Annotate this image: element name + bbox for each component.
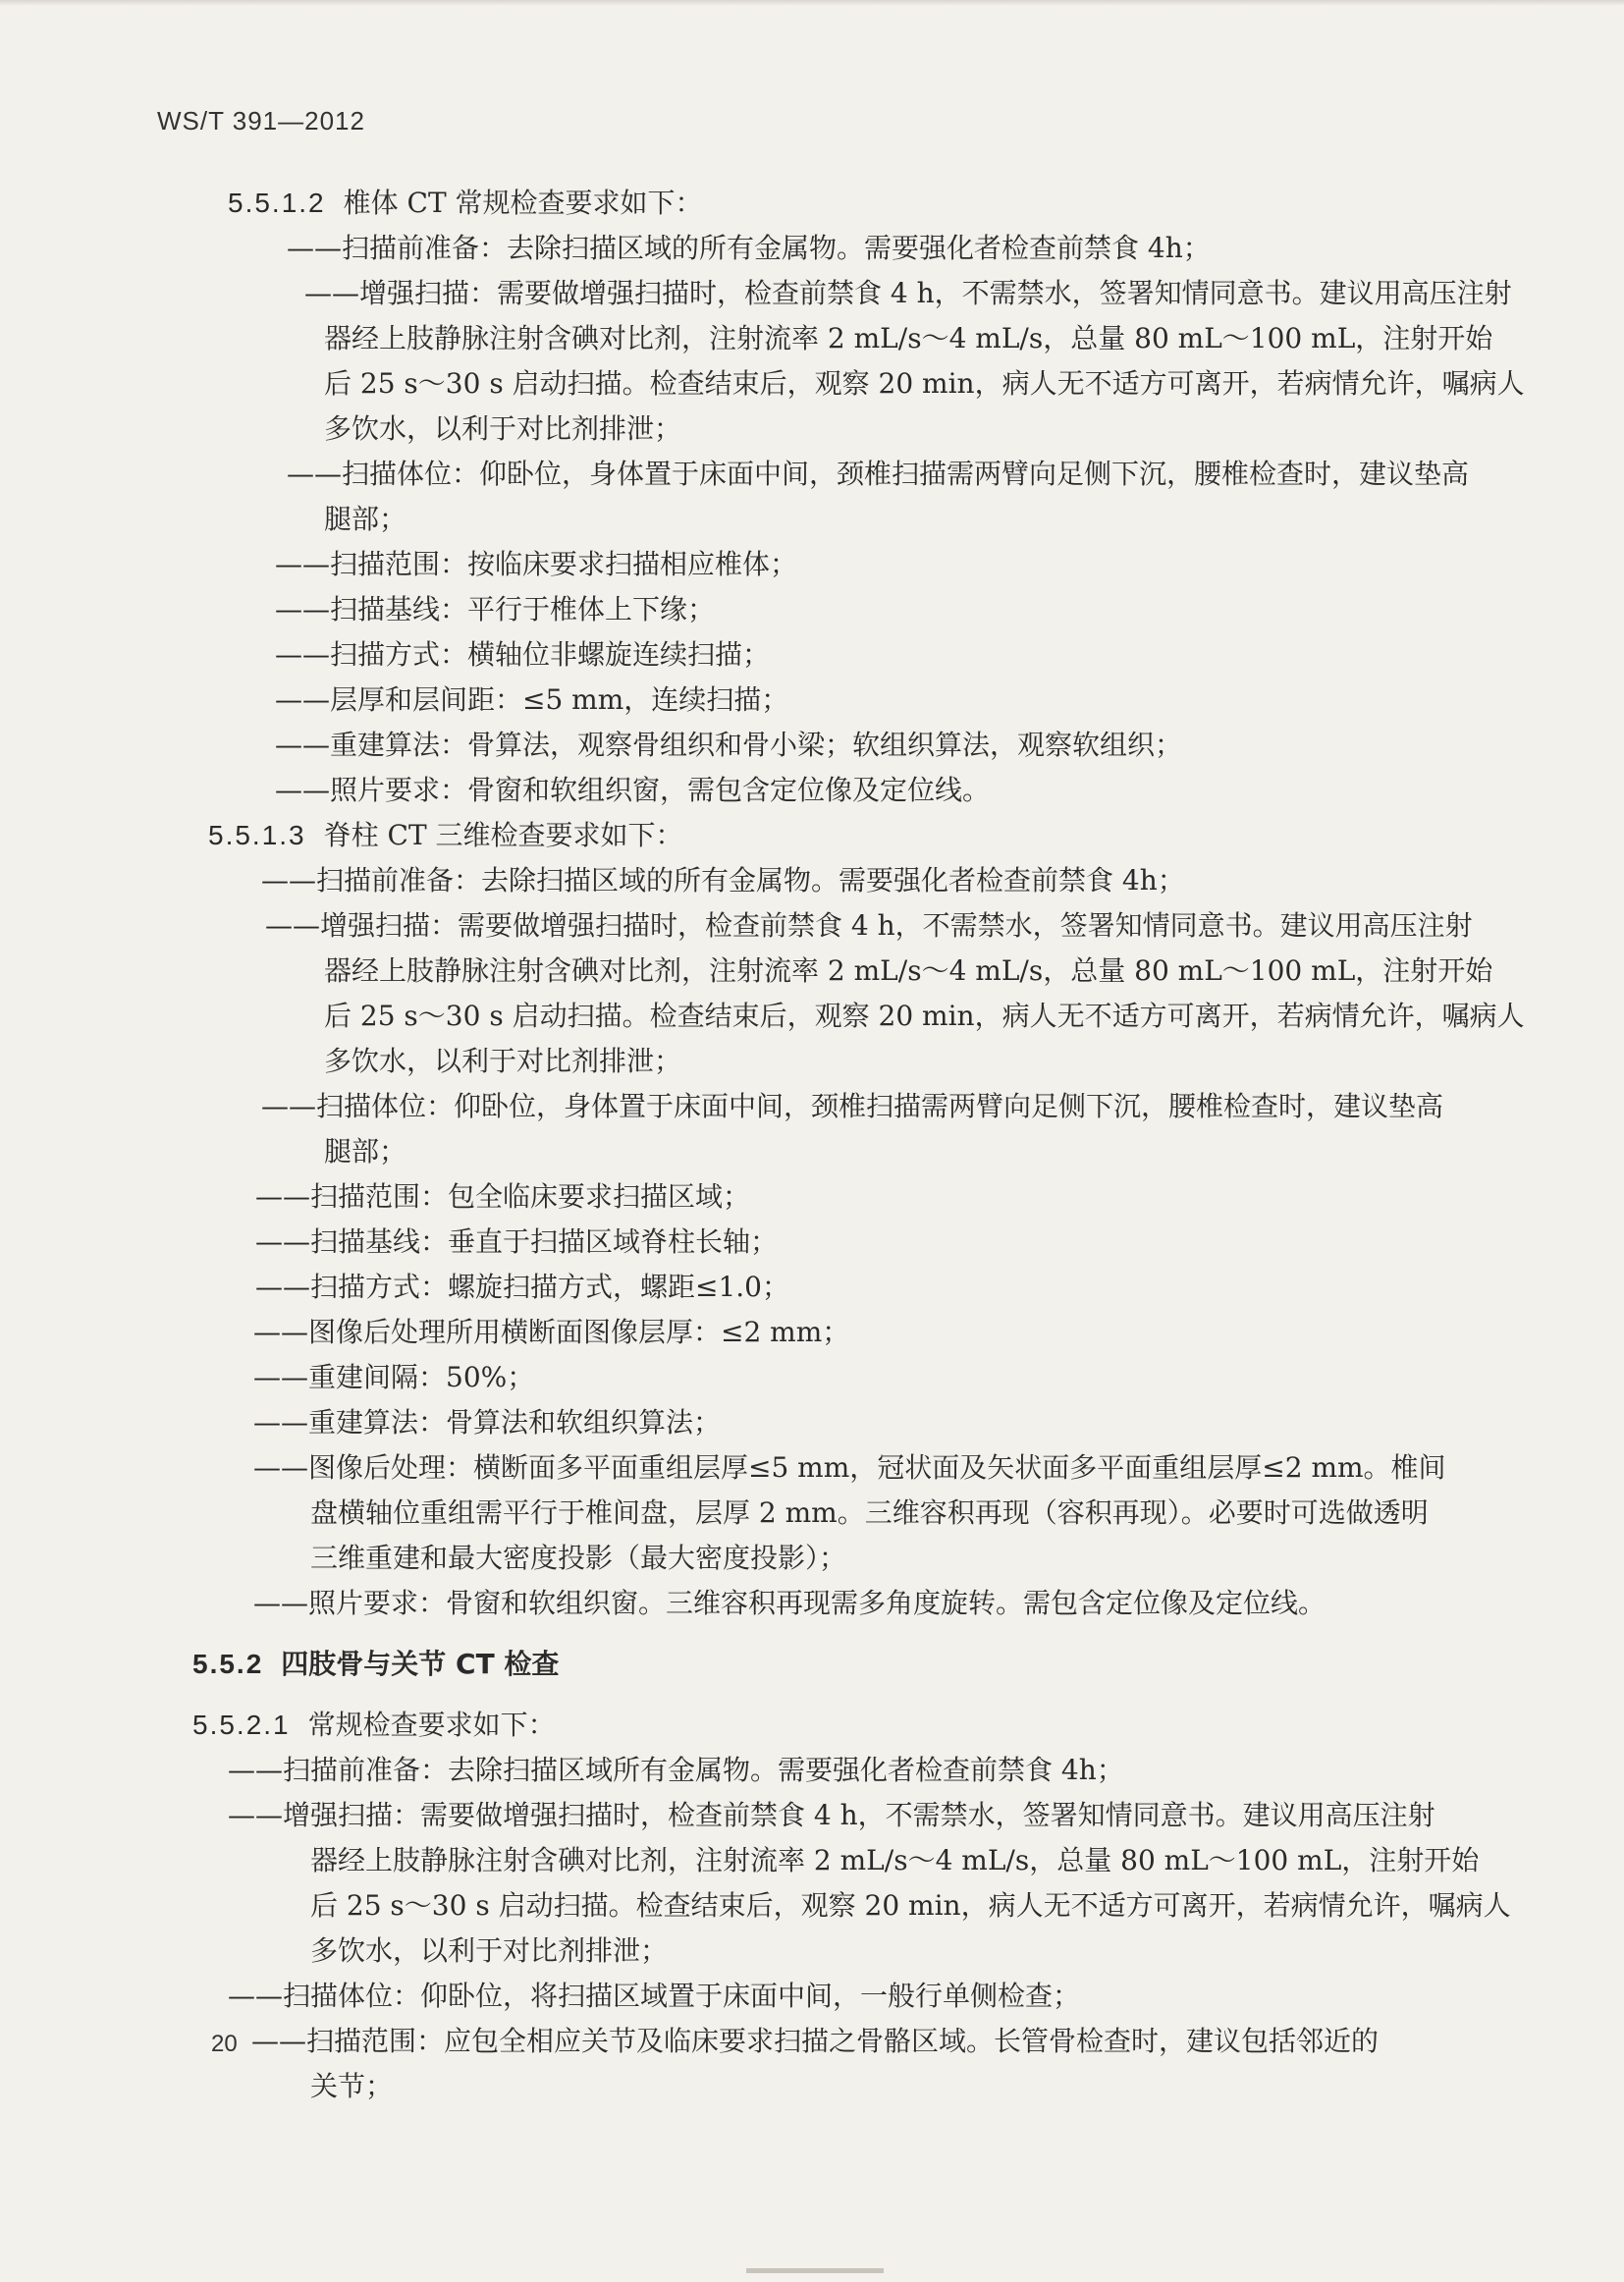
line-text: 器经上肢静脉注射含碘对比剂，注射流率 2 mL/s～4 mL/s，总量 80 mL～100 mL，注射开始 [324,322,1493,354]
text-line [0,1889,1624,1934]
text-line [0,503,1624,548]
line-text: 盘横轴位重组需平行于椎间盘，层厚 2 mm。三维容积再现（容积再现）。必要时可选做透明 [310,1496,1429,1529]
text-line [0,954,1624,1000]
clause-number: 5.5.2.1 [192,1710,291,1740]
line-text: 三维重建和最大密度投影（最大密度投影）； [310,1542,847,1574]
line-text: 后 25 s～30 s 启动扫描。检查结束后，观察 20 min，病人无不适方可离开，若病情允许，嘱病人 [310,1889,1511,1922]
line-text: 椎体 CT 常规检查要求如下： [343,187,703,219]
line-text: 器经上肢静脉注射含碘对比剂，注射流率 2 mL/s～4 mL/s，总量 80 mL～100 mL，注射开始 [310,1844,1480,1876]
clause-heading [0,1648,1624,1693]
clause-number: 5.5.1.2 [228,188,326,218]
line-text: ——扫描体位：仰卧位，身体置于床面中间，颈椎扫描需两臂向足侧下沉，腰椎检查时，建议垫高 [261,1090,1444,1122]
text-line [0,774,1624,819]
line-text: ——图像后处理：横断面多平面重组层厚≤5 mm，冠状面及矢状面多平面重组层厚≤2 mm。椎间 [253,1451,1446,1484]
text-line [0,1934,1624,1980]
text-line [0,909,1624,954]
line-text: ——层厚和层间距：≤5 mm，连续扫描； [275,683,789,716]
line-text: 多饮水，以利于对比剂排泄； [310,1934,669,1967]
line-text: 多饮水，以利于对比剂排泄； [324,1045,682,1077]
line-text: ——重建算法：骨算法和软组织算法； [253,1406,722,1439]
text-line [0,1000,1624,1045]
scan-mark [746,2268,884,2273]
clause-number: 5.5.2 [192,1649,264,1679]
line-text: ——增强扫描：需要做增强扫描时，检查前禁食 4 h，不需禁水，签署知情同意书。建议用高压注射 [265,909,1473,942]
text-line [0,1090,1624,1135]
text-line [0,1271,1624,1316]
text-line [0,1496,1624,1542]
text-line [0,548,1624,593]
line-text: ——重建算法：骨算法，观察骨组织和骨小梁；软组织算法，观察软组织； [275,729,1183,761]
clause-number: 5.5.1.3 [208,820,306,850]
clause-heading [0,819,1624,864]
line-text: 腿部； [324,1135,407,1168]
line-text: 关节； [310,2070,394,2102]
line-text: ——扫描前准备：去除扫描区域的所有金属物。需要强化者检查前禁食 4h； [287,232,1211,264]
line-text: ——扫描基线：平行于椎体上下缘； [275,593,716,625]
text-line [0,2025,1624,2070]
document-body [0,187,1624,2115]
text-line [0,1844,1624,1889]
line-text: ——扫描范围：按临床要求扫描相应椎体； [275,548,798,580]
text-line [0,1406,1624,1451]
text-line [0,1542,1624,1587]
line-text: 常规检查要求如下： [307,1709,556,1741]
scan-edge [0,0,1624,6]
text-line [0,277,1624,322]
text-line [0,1361,1624,1406]
line-text: ——扫描范围：应包全相应关节及临床要求扫描之骨骼区域。长管骨检查时，建议包括邻近的 [251,2025,1380,2057]
text-line [0,2070,1624,2115]
line-text: ——扫描体位：仰卧位，身体置于床面中间，颈椎扫描需两臂向足侧下沉，腰椎检查时，建议垫高 [287,458,1470,490]
line-text: 器经上肢静脉注射含碘对比剂，注射流率 2 mL/s～4 mL/s，总量 80 mL～100 mL，注射开始 [324,954,1493,987]
line-text: ——扫描前准备：去除扫描区域所有金属物。需要强化者检查前禁食 4h； [228,1754,1124,1786]
text-line [0,729,1624,774]
line-text: ——扫描方式：横轴位非螺旋连续扫描； [275,638,771,671]
line-text: ——扫描方式：螺旋扫描方式，螺距≤1.0； [255,1271,789,1303]
line-text: 后 25 s～30 s 启动扫描。检查结束后，观察 20 min，病人无不适方可离开，若病情允许，嘱病人 [324,367,1525,400]
line-text: ——扫描前准备：去除扫描区域的所有金属物。需要强化者检查前禁食 4h； [261,864,1185,896]
text-line [0,864,1624,909]
line-text: ——增强扫描：需要做增强扫描时，检查前禁食 4 h，不需禁水，签署知情同意书。建议用高压注射 [228,1799,1435,1831]
text-line [0,1316,1624,1361]
line-text: ——扫描基线：垂直于扫描区域脊柱长轴； [255,1225,779,1258]
clause-heading [0,187,1624,232]
text-line [0,1135,1624,1180]
text-line [0,458,1624,503]
text-line [0,683,1624,729]
line-text: 四肢骨与关节 CT 检查 [281,1648,560,1680]
text-line [0,638,1624,683]
line-text: ——照片要求：骨窗和软组织窗，需包含定位像及定位线。 [275,774,991,806]
text-line [0,593,1624,638]
text-line [0,367,1624,412]
text-line [0,1754,1624,1799]
line-text: 后 25 s～30 s 启动扫描。检查结束后，观察 20 min，病人无不适方可离开，若病情允许，嘱病人 [324,1000,1525,1032]
text-line [0,1045,1624,1090]
page-number: 20 [211,2031,238,2057]
text-line [0,1587,1624,1632]
text-line [0,1799,1624,1844]
text-line [0,1225,1624,1271]
line-text: 多饮水，以利于对比剂排泄； [324,412,682,445]
line-text: ——图像后处理所用横断面图像层厚：≤2 mm； [253,1316,850,1348]
text-line [0,232,1624,277]
clause-heading [0,1709,1624,1754]
standard-code-header: WS/T 391—2012 [157,106,365,136]
line-text: ——重建间隔：50%； [253,1361,535,1393]
text-line [0,322,1624,367]
text-line [0,1980,1624,2025]
text-line [0,1180,1624,1225]
text-line [0,1451,1624,1496]
line-text: 脊柱 CT 三维检查要求如下： [323,819,683,851]
line-text: ——增强扫描：需要做增强扫描时，检查前禁食 4 h，不需禁水，签署知情同意书。建议用高压注射 [304,277,1512,309]
line-text: ——照片要求：骨窗和软组织窗。三维容积再现需多角度旋转。需包含定位像及定位线。 [253,1587,1326,1619]
line-text: ——扫描体位：仰卧位，将扫描区域置于床面中间，一般行单侧检查； [228,1980,1081,2012]
text-line [0,412,1624,458]
line-text: 腿部； [324,503,407,535]
line-text: ——扫描范围：包全临床要求扫描区域； [255,1180,751,1213]
